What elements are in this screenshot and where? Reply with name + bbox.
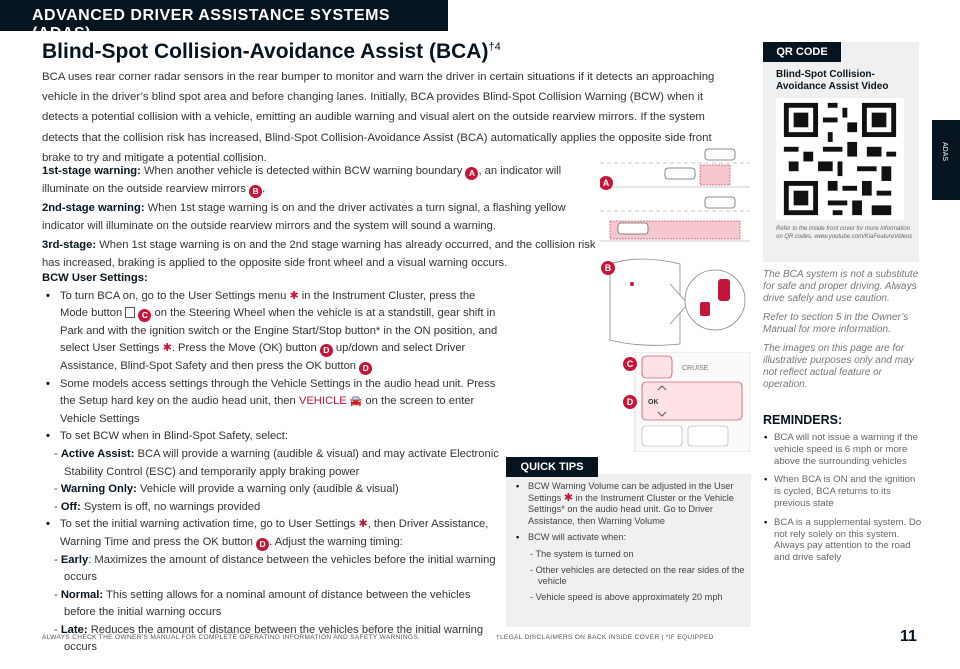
steering-wheel-controls-illustration [600,352,750,452]
b1-text-3: on the Steering Wheel when the vehicle is at a standstill, gear shift in Park and with the ignition switch or the Engine Start/Stop button* in the ON position, and select User Settings [60,307,498,355]
second-stage-warning [42,199,602,236]
footer-safety-warning: ALWAYS CHECK THE OWNER’S MANUAL FOR COMPLETE OPERATING INFORMATION AND SAFETY WARNINGS. [42,634,421,641]
reminders-list [763,432,923,571]
option-active-assist: - Active Assist: BCA will provide a warning (audible & visual) and may activate Electronic Stability Control (ESC) and temporarily apply braking power [54,447,499,478]
side-section-tab [932,120,960,200]
reminder-item: • BCA is a supplemental system. Do not rely solely on this system. Always pay attention to the road and drive safely [763,517,923,564]
condition-text: The system is turned on [535,548,634,559]
b2-text-1: Some models access settings through the Vehicle Settings in the audio head unit. Press the Setup hard key on the audio head unit, then [60,377,496,408]
quick-tip-condition: - The system is turned on [530,548,634,559]
timing-late: - Late: Reduces the amount of distance between the vehicles before the initial warning occurs [54,623,484,654]
first-stage-warning [42,162,602,199]
reminder-item: • When BCA is ON and the ignition is cycled, BCA returns to its previous state [763,474,923,509]
settings-heading: BCW User Settings: [42,272,148,284]
option-warning-label: Warning Only: [60,483,137,496]
vehicle-key-label: VEHICLE [298,395,347,408]
car-blindspot [618,223,648,234]
marker-d: D [320,344,333,357]
marker-a: A [465,167,478,180]
option-active-label: Active Assist: [60,447,135,460]
qr-code-box[interactable] [776,98,904,220]
steering-wheel-mode-icon [125,307,135,318]
gear-icon: ✱ [563,491,573,504]
page-title [42,40,501,64]
b1-text-2: in the Instrument Cluster, press the Mode button [60,289,476,320]
title-footnote-mark: †4 [488,41,501,53]
tip1-text-1: BCW Warning Volume can be adjusted in the User Settings [528,481,734,503]
marker-c: C [138,309,151,322]
note-2: Refer to section 5 in the Owner’s Manual for more information. [763,312,909,335]
warning-car-icon [700,302,710,316]
illustration-marker-d-label: D [626,397,634,407]
option-active-text: BCA will provide a warning (audible & visual) and may activate Electronic Stability Control (ESC) and temporarily apply braking power [64,447,499,478]
third-stage-label: 3rd-stage: [42,238,97,251]
option-off-text: System is off, no warnings provided [83,500,261,513]
first-stage-label: 1st-stage warning: [42,165,141,177]
third-stage-text: When 1st stage warning is on and the 2nd stage warning has already occurred, and the collision risk has increased, braking is applied to the opposite side front wheel and a visual warning occurs. [42,238,596,270]
condition-text: Other vehicles are detected on the rear sides of the vehicle [535,564,745,587]
side-mirror-illustration [600,254,750,348]
timing-normal-text: This setting allows for a nominal amount of distance between the vehicles before the initial warning occurs [64,588,471,619]
b1-text-5: up/down and select Driver Assistance, Blind-Spot Safety and then press the OK button [60,342,466,372]
blindspot-indicator [718,279,730,301]
marker-d: D [256,538,269,551]
option-off-label: Off: [60,500,81,513]
gear-icon: ✱ [162,342,172,355]
option-warning-only: - Warning Only: Vehicle will provide a warning only (audible & visual) [54,483,399,496]
page-number: 11 [900,628,917,645]
quick-tip-condition: - Other vehicles are detected on the rear sides of the vehicle [530,564,745,587]
car-ahead [705,149,735,160]
vehicle-car-icon: 🚘 [349,396,363,408]
section-header-title: ADVANCED DRIVER ASSISTANCE SYSTEMS (ADAS) [32,7,391,42]
bcw-user-settings [42,270,502,657]
quick-tips-label: QUICK TIPS [506,457,598,477]
timing-early-label: Early [60,553,89,566]
footer-legal: †LEGAL DISCLAIMERS ON BACK INSIDE COVER | *IF EQUIPPED [496,634,714,641]
b4-text-2: , then Driver Assistance, Warning Time and press the OK button [60,518,489,548]
reminders-title: REMINDERS: [763,413,843,427]
qr-video-title: Blind-Spot Collision-Avoidance Assist Video [776,69,889,92]
first-stage-text-a: When another vehicle is detected within BCW warning boundary [143,165,463,177]
b4-text-3: . Adjust the warning timing: [269,535,403,548]
illustration-marker-c-label: C [626,359,634,369]
second-stage-text: When 1st stage warning is on and the driver activates a turn signal, a flashing yellow indicator will illuminate on the outside rearview mirrors and the system will sound a warning. [42,201,566,233]
reminder-item: • BCA will not issue a warning if the vehicle speed is 6 mph or more above the surrounding vehicles [763,432,923,467]
car-adjacent [705,197,735,208]
gear-icon: ✱ [358,518,368,531]
mode-button [642,356,672,378]
option-warning-text: Vehicle will provide a warning only (audible & visual) [139,483,399,496]
settings-bullet-1 [42,288,502,376]
note-1: The BCA system is not a substitute for safe and proper driving. Always drive safely and use caution. [763,269,919,304]
marker-b: B [249,185,262,198]
b2-text-2: on the screen to enter Vehicle Settings [60,395,475,425]
timing-normal-label: Normal: [60,588,104,601]
b1-text-1: To turn BCA on, go to the User Settings menu [60,289,287,302]
qr-code[interactable] [776,98,904,220]
intro-paragraph: BCA uses rear corner radar sensors in the rear bumper to monitor and warn the driver in certain situations if it detects an approaching vehicle in the driver’s blind spot area and before changing lanes. Initially, BCA provides Blind-Spot Collision Warning (BCW) when it detects a potential collision with a vehicle, emitting an audible warning and visual alert on the outside rearview mirrors. If the system detects that the collision risk has increased, Blind-Spot Collision-Avoidance Assist (BCA) automatically applies the opposite side front brake to try and mitigate a potential collision. [42,71,715,164]
side-tab-label: ADAS [941,142,948,162]
qr-note: Refer to the inside front cover for more information on QR codes. www.youtube.com/KiaFeatureVideos [776,226,913,240]
page-title-text: Blind-Spot Collision-Avoidance Assist (BCA) [42,40,489,63]
marker-d: D [359,362,372,375]
mirror-zoom-circle [685,270,745,330]
gear-icon: ✱ [289,289,299,302]
own-car [665,168,695,179]
note-3: The images on this page are for illustrative purposes only and may not reflect actual feature or operation. [763,343,914,390]
condition-text: Vehicle speed is above approximately 20 mph [535,591,723,602]
ok-label: OK [648,399,659,406]
quick-tip-1 [514,481,746,527]
quick-tip-condition: - Vehicle speed is above approximately 20 mph [530,591,723,602]
second-stage-label: 2nd-stage warning: [42,201,145,214]
timing-late-label: Late: [60,623,88,636]
blind-spot-road-illustration [600,145,750,245]
option-off: - Off: System is off, no warnings provided [54,500,261,513]
quick-tips-list [514,481,746,607]
quick-tip-2: • BCW will activate when: [514,532,746,544]
tip1-text-2: in the Instrument Cluster or the Vehicle Settings* on the audio head unit. Go to Driver Assistance, then Warning Volume [528,492,734,526]
qr-code-label: QR CODE [763,42,841,62]
third-stage-warning [42,236,602,273]
first-stage-end: . [262,183,266,196]
illustration-marker-a-label: A [602,178,610,188]
settings-bullet-2 [42,376,502,429]
settings-bullet-4 [42,516,502,551]
timing-normal: - Normal: This setting allows for a nominal amount of distance between the vehicles before the initial warning occurs [54,588,471,619]
timing-early: - Early: Maximizes the amount of distance between the vehicles before the initial warning occurs [54,553,496,584]
disclaimer-notes [763,269,921,398]
warning-stages [42,162,602,272]
timing-late-text: Reduces the amount of distance between the vehicles before the initial warning occurs [64,623,484,654]
illustration-marker-b-label: B [604,263,612,273]
b1-text-4: . Press the Move (OK) button [171,342,317,355]
section-header-bar [0,0,448,42]
cruise-label: CRUISE [682,365,709,372]
settings-bullet-3: • To set BCW when in Blind-Spot Safety, select: [42,428,502,446]
first-stage-text-b: , an indicator will illuminate on the outside rearview mirrors [42,165,562,196]
b4-text-1: To set the initial warning activation time, go to User Settings [60,518,356,531]
timing-early-text: : Maximizes the amount of distance between the vehicles before the initial warning occurs [64,553,496,584]
